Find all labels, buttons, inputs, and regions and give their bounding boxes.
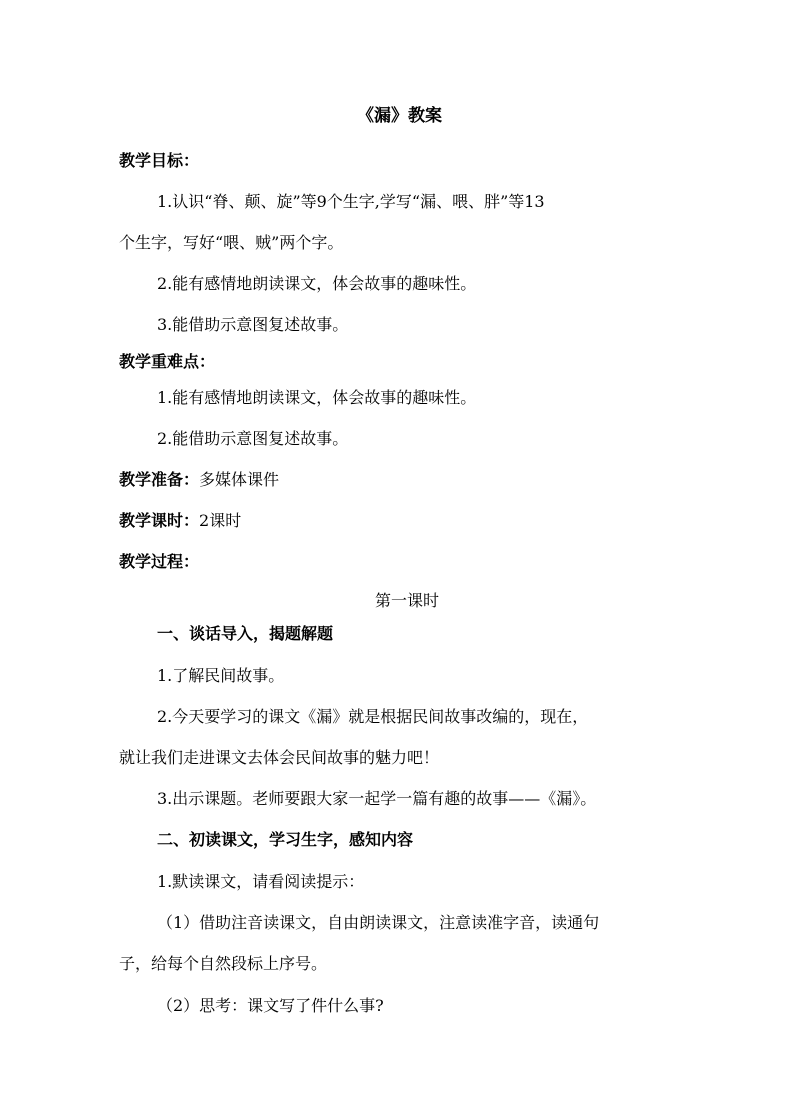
section-heading: 一、谈话导入，揭题解题: [157, 624, 334, 643]
goal-line: 3.能借助示意图复述故事。: [157, 315, 349, 334]
goal-line: 1.认识“脊、颠、旋”等9个生字,学写“漏、喂、胖”等13: [157, 192, 545, 211]
lesson-title: 第一课时: [375, 591, 440, 610]
section-heading: 二、初读课文，学习生字，感知内容: [157, 830, 414, 849]
body-line: 2.今天要学习的课文《漏》就是根据民间故事改编的，现在，: [157, 707, 589, 726]
body-line: 3.出示课题。老师要跟大家一起学一篇有趣的故事——《漏》。: [157, 789, 597, 808]
hours-line: [119, 511, 241, 531]
body-line: 子，给每个自然段标上序号。: [119, 954, 328, 973]
body-line: （2）思考：课文写了件什么事?: [157, 996, 384, 1015]
preparation-label: 教学准备：: [119, 470, 200, 489]
key-point-line: 1.能有感情地朗读课文，体会故事的趣味性。: [157, 388, 477, 407]
body-line: 1.了解民间故事。: [157, 666, 285, 685]
goal-line: 个生字，写好“喂、贼”两个字。: [119, 233, 344, 252]
key-points-heading: 教学重难点：: [119, 352, 216, 371]
body-line: （1）借助注音读课文，自由朗读课文，注意读准字音，读通句: [157, 913, 600, 932]
preparation-line: [119, 470, 279, 490]
key-point-line: 2.能借助示意图复述故事。: [157, 429, 349, 448]
preparation-value: 多媒体课件: [199, 470, 280, 489]
goals-heading: 教学目标：: [119, 151, 200, 170]
body-line: 就让我们走进课文去体会民间故事的魅力吧！: [119, 748, 440, 767]
body-line: 1.默读课文，请看阅读提示：: [157, 872, 365, 891]
goal-line: 2.能有感情地朗读课文，体会故事的趣味性。: [157, 274, 477, 293]
hours-value: 2课时: [199, 511, 242, 530]
hours-label: 教学课时：: [119, 511, 200, 530]
document-title: 《漏》教案: [357, 106, 442, 126]
process-heading: 教学过程：: [119, 552, 200, 571]
